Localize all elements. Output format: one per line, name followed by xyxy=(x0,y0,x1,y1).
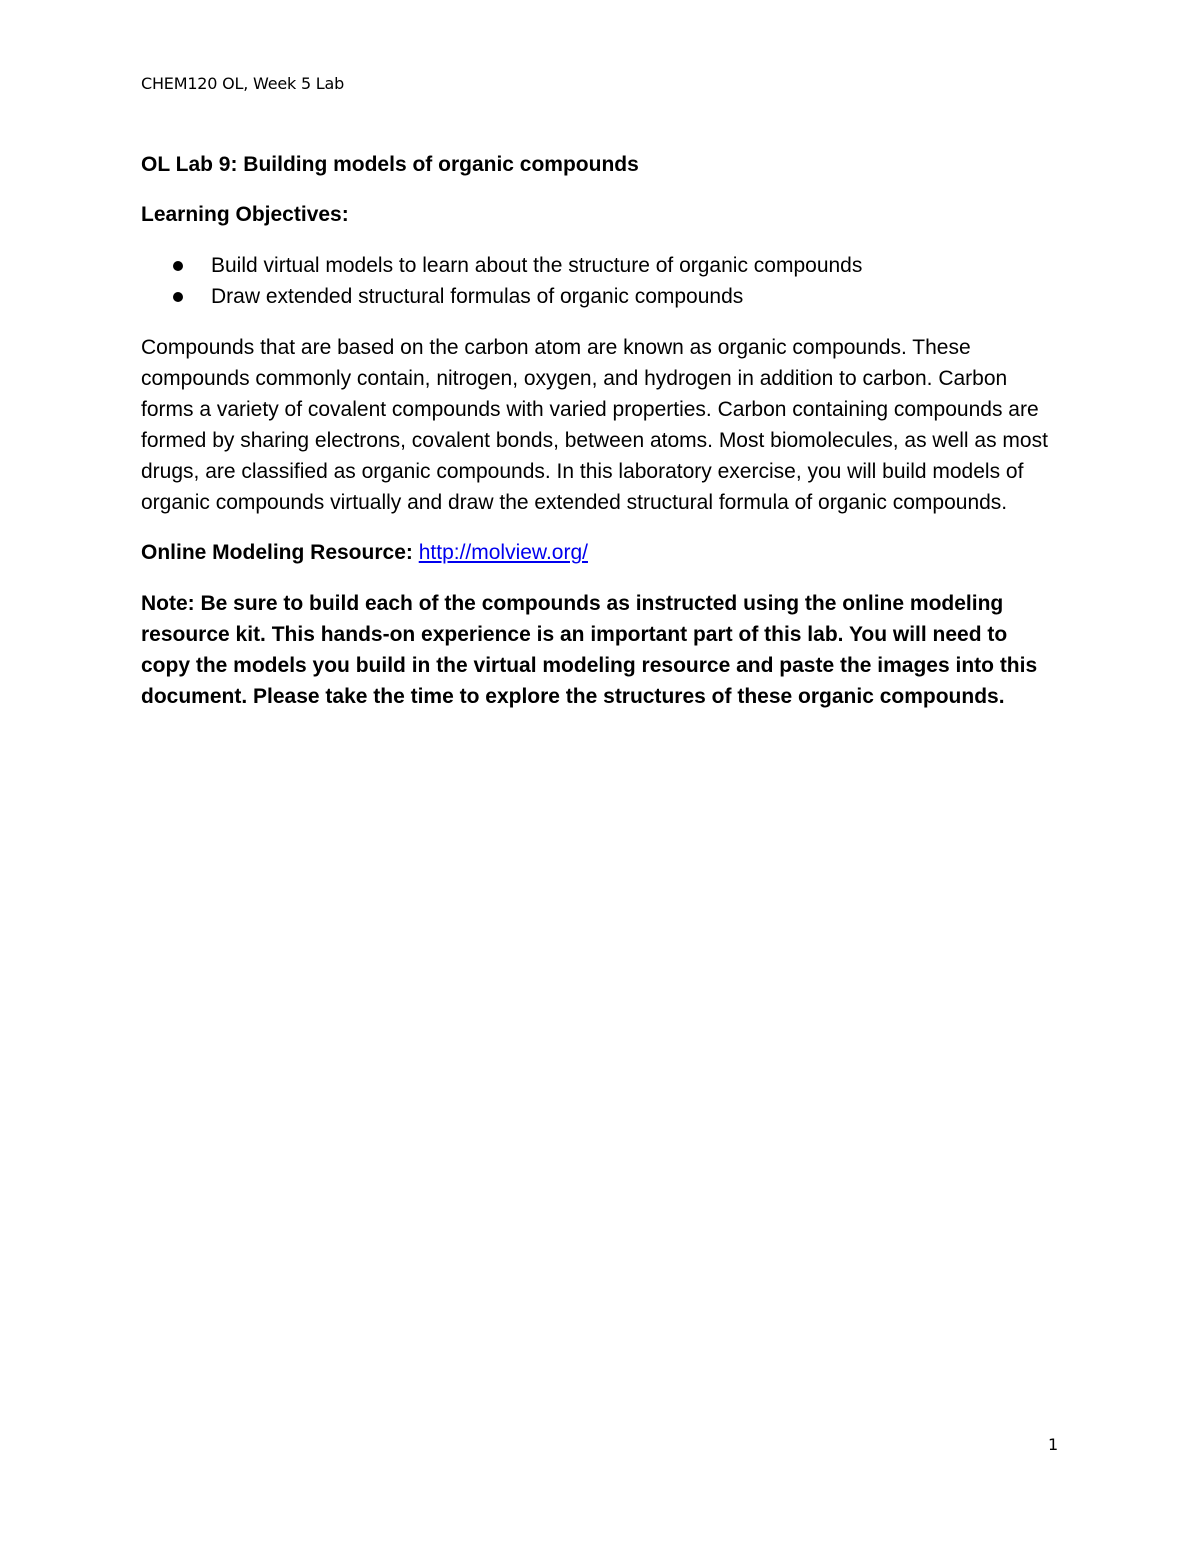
resource-label: Online Modeling Resource: xyxy=(141,541,413,564)
bullet-icon xyxy=(173,261,183,271)
note-paragraph: Note: Be sure to build each of the compounds as instructed using the online modeling resource kit. This hands-on experience is an important part of this lab. You will need to copy the models you build in the virtual modeling resource and paste the images into this document. Please take the time to explore the structures of these organic compounds. xyxy=(141,592,1038,708)
lab-title: OL Lab 9: Building models of organic compounds xyxy=(141,153,639,176)
running-header: CHEM120 OL, Week 5 Lab xyxy=(141,74,345,93)
page-number: 1 xyxy=(1048,1435,1059,1454)
objective-text: Draw extended structural formulas of organic compounds xyxy=(211,285,744,308)
molview-link[interactable]: http://molview.org/ xyxy=(418,541,588,564)
objectives-heading: Learning Objectives: xyxy=(141,203,349,226)
objective-item xyxy=(141,250,1061,281)
bullet-icon xyxy=(173,292,183,302)
objective-text: Build virtual models to learn about the structure of organic compounds xyxy=(211,254,863,277)
objective-item xyxy=(141,281,1061,312)
resource-line xyxy=(141,538,1061,568)
objectives-list xyxy=(141,250,1061,312)
intro-paragraph: Compounds that are based on the carbon atom are known as organic compounds. These compounds commonly contain, nitrogen, oxygen, and hydrogen in addition to carbon. Carbon forms a variety of covalent compounds with varied properties. Carbon containing compounds are formed by sharing electrons, covalent bonds, between atoms. Most biomolecules, as well as most drugs, are classified as organic compounds. In this laboratory exercise, you will build models of organic compounds virtually and draw the extended structural formula of organic compounds. xyxy=(141,336,1048,514)
document-body xyxy=(141,150,1061,712)
